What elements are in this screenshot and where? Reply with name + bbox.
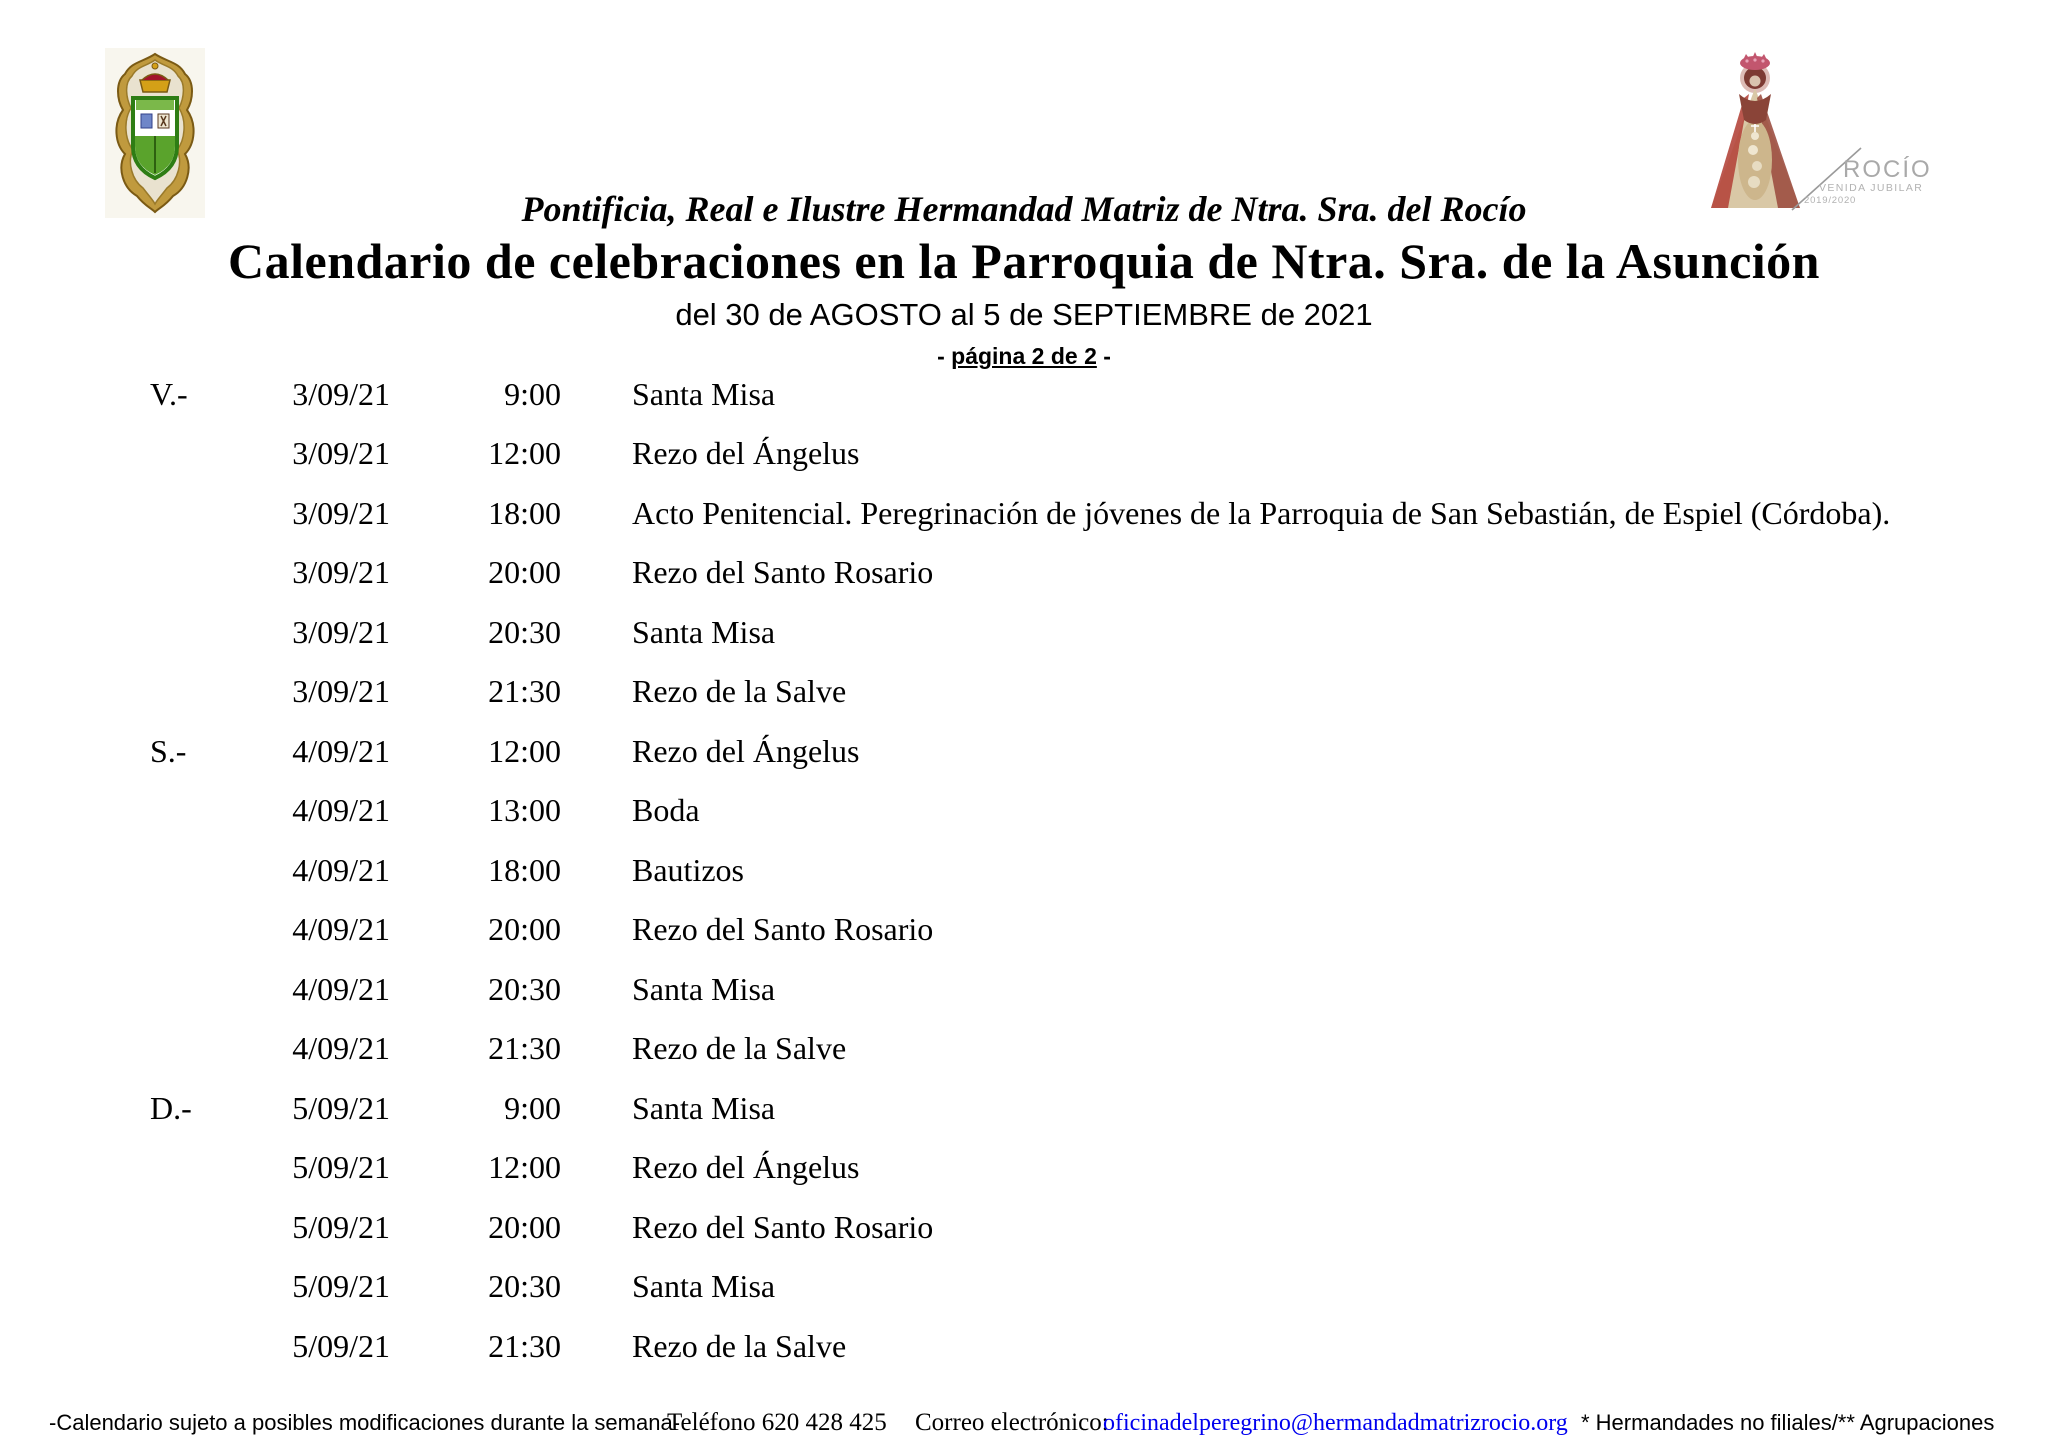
event-cell: Santa Misa <box>632 613 776 650</box>
schedule-row <box>0 900 2048 960</box>
phone-number: Teléfono 620 428 425 <box>667 1409 887 1436</box>
time-cell: 18:00 <box>488 851 561 888</box>
page-title: Calendario de celebraciones en la Parroquia de Ntra. Sra. de la Asunción <box>228 233 1820 289</box>
page-indicator-prefix: - <box>937 343 952 369</box>
footnote-legend: * Hermandades no filiales/** Agrupaciones <box>1581 1410 1995 1435</box>
event-cell: Rezo del Santo Rosario <box>632 1208 934 1245</box>
date-cell: 3/09/21 <box>292 613 390 650</box>
date-cell: 3/09/21 <box>292 554 390 591</box>
event-cell: Santa Misa <box>632 1089 776 1126</box>
date-cell: 4/09/21 <box>292 732 390 769</box>
date-cell: 4/09/21 <box>292 851 390 888</box>
date-cell: 4/09/21 <box>292 970 390 1007</box>
time-cell: 20:30 <box>488 613 561 650</box>
schedule-row <box>0 840 2048 900</box>
time-cell: 9:00 <box>504 375 561 412</box>
schedule-row <box>0 1019 2048 1079</box>
schedule-row <box>0 662 2048 722</box>
schedule-row <box>0 1197 2048 1257</box>
date-cell: 4/09/21 <box>292 1030 390 1067</box>
date-cell: 5/09/21 <box>292 1327 390 1364</box>
date-cell: 3/09/21 <box>292 375 390 412</box>
schedule-row <box>0 959 2048 1019</box>
event-cell: Santa Misa <box>632 970 776 1007</box>
schedule-row <box>0 424 2048 484</box>
event-cell: Rezo del Santo Rosario <box>632 554 934 591</box>
footer <box>0 1405 2048 1445</box>
time-cell: 12:00 <box>488 732 561 769</box>
page-indicator-label: página 2 de 2 <box>951 343 1097 369</box>
logo-year-text: 2019/2020 <box>1804 195 1857 206</box>
page-indicator-suffix: - <box>1096 343 1111 369</box>
organization-name: Pontificia, Real e Ilustre Hermandad Matriz de Ntra. Sra. del Rocío <box>521 189 1527 229</box>
logo-rocio-text: ROCÍO <box>1843 156 1932 183</box>
time-cell: 18:00 <box>488 494 561 531</box>
crest-crown <box>140 80 170 92</box>
event-cell: Rezo del Ángelus <box>632 732 860 769</box>
event-cell: Boda <box>632 792 700 829</box>
day-cell: V.- <box>150 375 188 412</box>
schedule-row <box>0 781 2048 841</box>
schedule-row <box>0 1257 2048 1317</box>
date-cell: 4/09/21 <box>292 792 390 829</box>
date-cell: 3/09/21 <box>292 673 390 710</box>
schedule-row <box>0 1078 2048 1138</box>
time-cell: 12:00 <box>488 1149 561 1186</box>
time-cell: 21:30 <box>488 1030 561 1067</box>
date-range-subtitle: del 30 de AGOSTO al 5 de SEPTIEMBRE de 2021 <box>675 297 1373 332</box>
schedule-row <box>0 1316 2048 1376</box>
date-cell: 3/09/21 <box>292 435 390 472</box>
schedule-table <box>0 364 2048 1376</box>
schedule-row <box>0 1138 2048 1198</box>
time-cell: 20:30 <box>488 1268 561 1305</box>
date-cell: 5/09/21 <box>292 1268 390 1305</box>
day-cell: D.- <box>150 1089 192 1126</box>
modification-note: -Calendario sujeto a posibles modificaciones durante la semana- <box>49 1410 681 1435</box>
email-link[interactable]: oficinadelperegrino@hermandadmatrizrocio.org <box>1103 1410 1568 1436</box>
event-cell: Santa Misa <box>632 375 776 412</box>
date-cell: 4/09/21 <box>292 911 390 948</box>
event-cell: Rezo del Ángelus <box>632 435 860 472</box>
time-cell: 20:00 <box>488 911 561 948</box>
event-cell: Rezo de la Salve <box>632 673 847 710</box>
event-cell: Rezo del Santo Rosario <box>632 911 934 948</box>
event-cell: Santa Misa <box>632 1268 776 1305</box>
schedule-row <box>0 721 2048 781</box>
schedule-row <box>0 364 2048 424</box>
time-cell: 21:30 <box>488 1327 561 1364</box>
day-cell: S.- <box>150 732 187 769</box>
event-cell: Bautizos <box>632 851 744 888</box>
crest-emblem-left <box>141 114 152 128</box>
time-cell: 20:30 <box>488 970 561 1007</box>
schedule-row <box>0 543 2048 603</box>
time-cell: 12:00 <box>488 435 561 472</box>
schedule-row <box>0 483 2048 543</box>
email-label: Correo electrónico: <box>915 1409 1109 1436</box>
event-cell: Rezo de la Salve <box>632 1030 847 1067</box>
event-cell: Rezo de la Salve <box>632 1327 847 1364</box>
time-cell: 9:00 <box>504 1089 561 1126</box>
event-cell: Rezo del Ángelus <box>632 1149 860 1186</box>
date-cell: 5/09/21 <box>292 1089 390 1126</box>
date-cell: 5/09/21 <box>292 1208 390 1245</box>
event-cell: Acto Penitencial. Peregrinación de jóvenes de la Parroquia de San Sebastián, de Espiel (Córdoba). <box>632 494 1891 531</box>
time-cell: 21:30 <box>488 673 561 710</box>
schedule-row <box>0 602 2048 662</box>
time-cell: 20:00 <box>488 554 561 591</box>
date-cell: 5/09/21 <box>292 1149 390 1186</box>
time-cell: 20:00 <box>488 1208 561 1245</box>
date-cell: 3/09/21 <box>292 494 390 531</box>
logo-venida-text: VENIDA JUBILAR <box>1819 182 1924 194</box>
time-cell: 13:00 <box>488 792 561 829</box>
